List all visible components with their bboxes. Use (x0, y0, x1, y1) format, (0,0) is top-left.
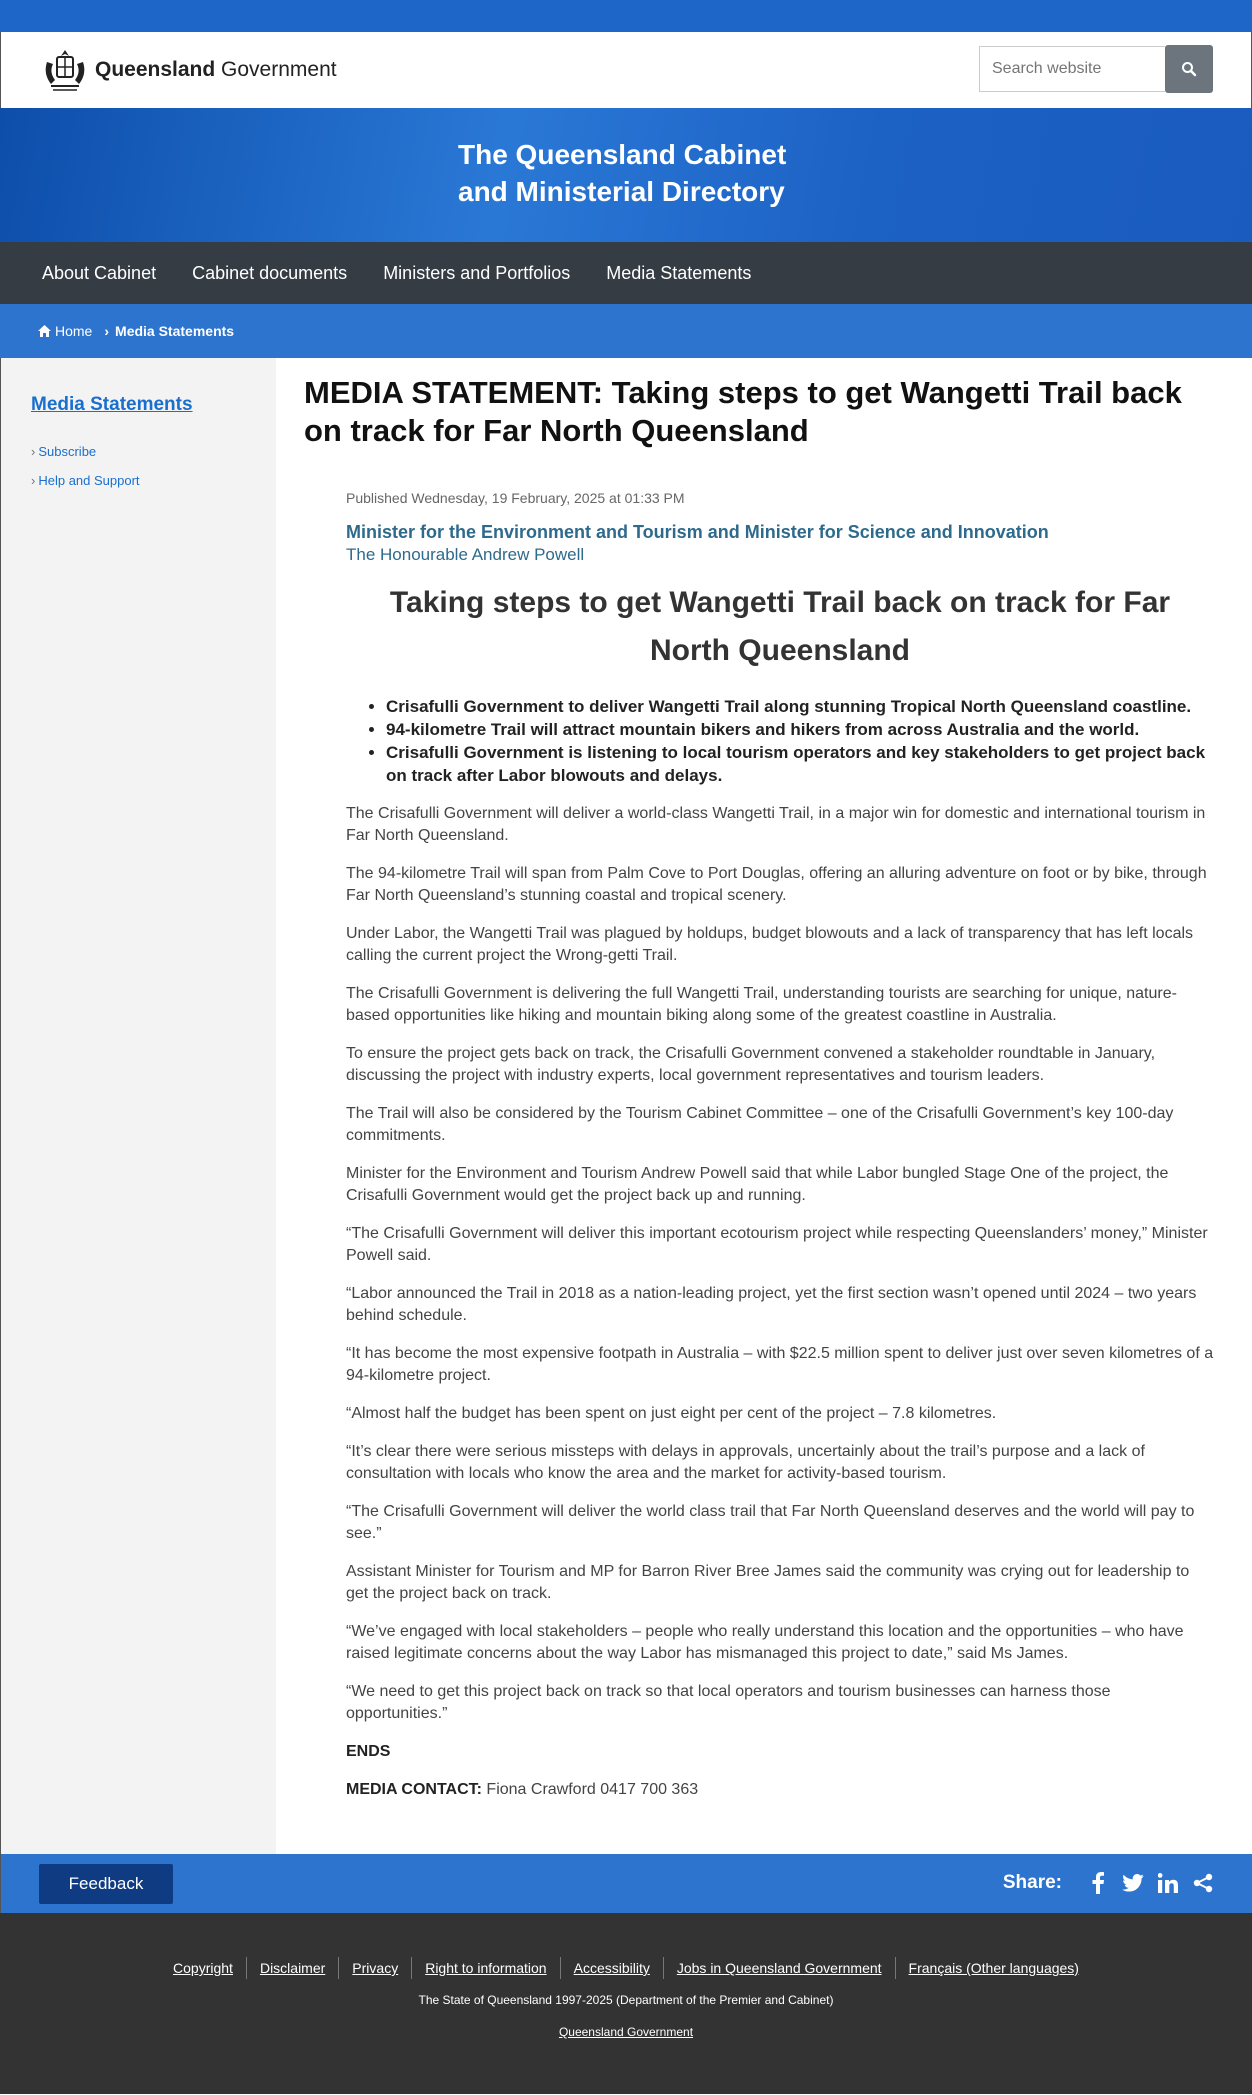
site-banner (0, 108, 1252, 242)
sidebar (0, 358, 276, 1854)
footer-link-languages[interactable]: Français (Other languages) (895, 1957, 1092, 1979)
top-bar (0, 0, 1252, 32)
paragraph: Under Labor, the Wangetti Trail was plagued by holdups, budget blowouts and a lack of transparency that has left locals calling the current project the Wrong-getti Trail. (346, 925, 1194, 964)
paragraph: The Trail will also be considered by the Tourism Cabinet Committee – one of the Crisafulli Government’s key 100-day commitments. (346, 1105, 1174, 1144)
sidebar-item-label: Subscribe (38, 444, 97, 459)
search-input[interactable] (979, 46, 1165, 92)
paragraph: “It’s clear there were serious missteps with delays in approvals, uncertainly about the trail’s purpose and a lack of consultation with locals who know the area and the market for activity-based tourism. (346, 1443, 1145, 1482)
media-contact-label: MEDIA CONTACT: (346, 1781, 482, 1798)
search-form (979, 46, 1213, 93)
footer-link-copyright[interactable]: Copyright (173, 1960, 233, 1976)
twitter-icon[interactable] (1120, 1870, 1146, 1896)
paragraph: Assistant Minister for Tourism and MP for Barron River Bree James said the community was crying out for leadership to get the project back on track. (346, 1563, 1190, 1602)
share-links (1003, 1870, 1216, 1896)
nav-ministers-portfolios[interactable]: Ministers and Portfolios (383, 262, 571, 283)
breadcrumb-current: Media Statements (115, 323, 235, 339)
content-area (0, 358, 1252, 1854)
paragraph: Minister for the Environment and Tourism Andrew Powell said that while Labor bungled Stage One of the project, the Crisafulli Government would get the project back up and running. (346, 1165, 1169, 1204)
paragraph: “It has become the most expensive footpath in Australia – with $22.5 million spent to deliver just over seven kilometres of a 94-kilometre project. (346, 1345, 1214, 1384)
media-contact (346, 1779, 1214, 1801)
footer-link-disclaimer[interactable]: Disclaimer (246, 1957, 338, 1979)
list-item: • 94-kilometre Trail will attract mountain bikers and hikers from across Australia and the world. (386, 718, 1214, 741)
share-icon[interactable] (1190, 1870, 1216, 1896)
breadcrumb (0, 304, 1252, 358)
linkedin-icon[interactable] (1155, 1870, 1181, 1896)
published-date: Published Wednesday, 19 February, 2025 at 01:33 PM (346, 490, 685, 506)
paragraph: “Labor announced the Trail in 2018 as a nation-leading project, yet the first section wasn’t opened until 2024 – two years behind schedule. (346, 1285, 1197, 1324)
chevron-right-icon: › (31, 444, 36, 459)
main-navigation (0, 242, 1252, 304)
footer-link-rti[interactable]: Right to information (411, 1957, 559, 1979)
footer-qg (0, 2025, 1252, 2039)
main-content (276, 358, 1252, 1854)
footer-links (0, 1913, 1252, 1979)
key-points-list (346, 695, 1214, 787)
nav-about-cabinet[interactable]: About Cabinet (42, 262, 157, 283)
share-bar (0, 1854, 1252, 1913)
paragraph: The Crisafulli Government is delivering the full Wangetti Trail, understanding tourists are searching for unique, nature-based opportunities like hiking and mountain biking along some of the greatest coastline in Australia. (346, 985, 1177, 1024)
coat-of-arms-icon (39, 44, 91, 96)
facebook-icon[interactable] (1085, 1870, 1111, 1896)
minister-name: The Honourable Andrew Powell (346, 545, 585, 564)
sidebar-item-label: Help and Support (38, 473, 140, 488)
paragraph: “We’ve engaged with local stakeholders – people who really understand this location and the opportunities – who have raised legitimate concerns about the way Labor has mismanaged this project to date,” said Ms James. (346, 1623, 1184, 1662)
nav-media-statements[interactable]: Media Statements (606, 262, 752, 283)
article-heading: Taking steps to get Wangetti Trail back on track for Far North Queensland (389, 586, 1171, 667)
home-icon (38, 325, 51, 337)
paragraph: “Almost half the budget has been spent on just eight per cent of the project – 7.8 kilometres. (346, 1405, 997, 1422)
sidebar-item-help[interactable] (31, 473, 276, 488)
site-footer (0, 1913, 1252, 2094)
footer-qg-link[interactable]: Queensland Government (558, 2025, 694, 2039)
media-contact-value: Fiona Crawford 0417 700 363 (481, 1781, 699, 1798)
page-title: MEDIA STATEMENT: Taking steps to get Wangetti Trail back on track for Far North Queensland (304, 375, 1182, 448)
minister-title: Minister for the Environment and Tourism and Minister for Science and Innovation (346, 522, 1049, 542)
paragraph: “The Crisafulli Government will deliver this important ecotourism project while respecting Queenslanders’ money,” Minister Powell said. (346, 1225, 1208, 1264)
ends-marker: ENDS (346, 1743, 391, 1760)
chevron-right-icon: › (104, 323, 110, 339)
media-statement-article (304, 490, 1214, 1801)
paragraph: The 94-kilometre Trail will span from Palm Cove to Port Douglas, offering an alluring adventure on foot or by bike, through Far North Queensland’s stunning coastal and tropical scenery. (346, 865, 1207, 904)
sidebar-title-link[interactable]: Media Statements (31, 394, 193, 415)
footer-copyright: The State of Queensland 1997-2025 (Department of the Premier and Cabinet) (418, 1993, 834, 2007)
site-header (0, 32, 1252, 108)
footer-link-accessibility[interactable]: Accessibility (560, 1957, 663, 1979)
paragraph: “The Crisafulli Government will deliver the world class trail that Far North Queensland deserves and the world will pay to see.” (346, 1503, 1195, 1542)
footer-link-jobs[interactable]: Jobs in Queensland Government (663, 1957, 895, 1979)
site-title-line1: The Queensland Cabinet (458, 139, 787, 170)
paragraph: “We need to get this project back on track so that local operators and tourism businesses can harness those opportunities.” (346, 1683, 1111, 1722)
search-button[interactable] (1165, 45, 1213, 93)
breadcrumb-home[interactable]: Home (55, 323, 93, 339)
nav-cabinet-documents[interactable]: Cabinet documents (192, 262, 348, 283)
footer-link-privacy[interactable]: Privacy (338, 1957, 411, 1979)
sidebar-item-subscribe[interactable] (31, 444, 276, 459)
chevron-right-icon: › (31, 473, 36, 488)
site-title[interactable] (458, 136, 786, 210)
logo-text: Queensland Government (95, 58, 337, 81)
search-icon (1181, 61, 1197, 77)
feedback-button[interactable]: Feedback (39, 1864, 173, 1904)
list-item: • Crisafulli Government to deliver Wangetti Trail along stunning Tropical North Queensland coastline. (386, 695, 1214, 718)
site-title-line2: and Ministerial Directory (458, 176, 785, 207)
qld-gov-logo[interactable] (39, 44, 337, 96)
paragraph: To ensure the project gets back on track, the Crisafulli Government convened a stakeholder roundtable in January, discussing the project with industry experts, local government representatives and tourism leaders. (346, 1045, 1156, 1084)
share-label: Share: (1002, 1872, 1062, 1893)
list-item: • Crisafulli Government is listening to local tourism operators and key stakeholders to get project back on track after Labor blowouts and delays. (386, 741, 1214, 787)
paragraph: The Crisafulli Government will deliver a world-class Wangetti Trail, in a major win for domestic and international tourism in Far North Queensland. (346, 805, 1206, 844)
